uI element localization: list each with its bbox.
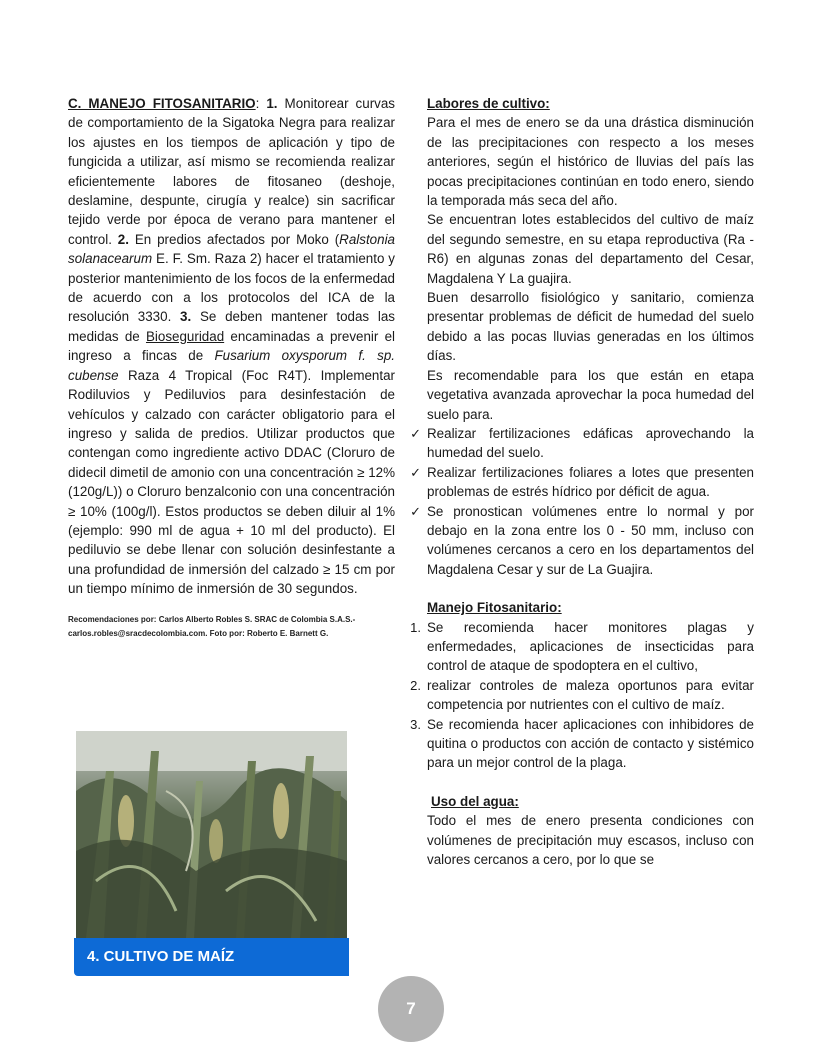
check-icon: ✓ [410, 425, 421, 441]
check-icon: ✓ [410, 464, 421, 480]
section-heading: C. MANEJO FITOSANITARIO [68, 96, 256, 111]
list-item: ✓ Se pronostican volúmenes entre lo normal y por debajo en la zona entre los 0 - 50 mm, incluso con volúmenes cercanos a cero en los departamentos del Magdalena Cesar y sur de La Guajira. [427, 502, 754, 580]
corn-field-photo [76, 731, 347, 938]
manejo-heading: Manejo Fitosanitario: [427, 600, 562, 616]
labores-paragraph-4: Es recomendable para los que están en etapa vegetativa avanzada aprovechar la poca humedad del suelo para. [427, 367, 754, 422]
list-item: 2. realizar controles de maleza oportunos para evitar competencia por nutrientes con el cultivo de maíz. [410, 677, 754, 713]
corn-field-illustration [76, 731, 347, 938]
labores-paragraph-2: Se encuentran lotes establecidos del cultivo de maíz del segundo semestre, en su etapa reproductiva (Ra - R6) en algunas zonas del departamento del Cesar, Magdalena Y La guajira. [427, 212, 754, 286]
agua-heading: Uso del agua: [431, 793, 519, 809]
photo-credit: Recomendaciones por: Carlos Alberto Robles S. SRAC de Colombia S.A.S.- carlos.robles@sracdecolombia.com. Foto por: Roberto E. Barnett G. [68, 614, 356, 638]
manejo-numbered-list [410, 618, 754, 773]
list-item: 1. Se recomienda hacer monitores plagas y enfermedades, aplicaciones de insecticidas para control de ataque de spodoptera en el cultivo, [410, 619, 754, 674]
check-icon: ✓ [410, 503, 421, 519]
page-number: 7 [378, 976, 444, 1042]
left-column [68, 94, 395, 641]
list-item: ✓ Realizar fertilizaciones foliares a lotes que presenten problemas de estrés hídrico por déficit de agua. [427, 463, 754, 502]
list-item: ✓ Realizar fertilizaciones edáficas aprovechando la humedad del suelo. [427, 424, 754, 463]
section-banner: 4. CULTIVO DE MAÍZ [74, 938, 349, 976]
labores-heading: Labores de cultivo: [427, 96, 550, 111]
manejo-fitosanitario-paragraph: C. MANEJO FITOSANITARIO: 1. Monitorear curvas de comportamiento de la Sigatoka Negra para realizar los ajustes en los tiempos de aplicación y tipo de fungicida a utilizar, así mismo se recomienda realizar eficientemente labores de fitosaneo (deshoje, deslamine, despunte, cirugía y realce) sin sacrificar tejido verde por época de verano para mantener el control. 2. En predios afectados por Moko (Ralstonia solanacearum E. F. Sm. Raza 2) hacer el tratamiento y posterior mantenimiento de los focos de la enfermedad de acuerdo con a los protocolos del ICA de la resolución 3330. 3. Se deben mantener todas las medidas de Bioseguridad encaminadas a prevenir el ingreso a fincas de Fusarium oxysporum f. sp. cubense Raza 4 Tropical (Foc R4T). Implementar Rodiluvios y Pediluvios para desinfestación de vehículos y calzado con carácter obligatorio para el ingreso y salida de predios. Utilizar productos que contengan como ingrediente activo DDAC (Cloruro de didecil dimetil de amonio con una concentración ≥ 12% (120g/L)) o Cloruro benzalconio con una concentración ≥ 10% (100g/l). Estos productos se deben diluir al 1% (ejemplo: 990 ml de agua + 10 ml del producto). El pediluvio se debe llenar con solución desinfestante a una profundidad de inmersión del calzado ≥ 15 cm por un tiempo mínimo de inmersión de 30 segundos. [68, 96, 396, 597]
recommendation-checklist [410, 424, 754, 579]
agua-paragraph: Todo el mes de enero presenta condiciones con volúmenes de precipitación muy escasos, incluso con valores cercanos a cero, por lo que se [427, 813, 754, 868]
labores-paragraph-3: Buen desarrollo fisiológico y sanitario, comienza presentar problemas de déficit de humedad del suelo debido a las pocas lluvias generadas en los últimos días. [427, 290, 754, 364]
right-column [410, 94, 754, 869]
list-item: 3. Se recomienda hacer aplicaciones con inhibidores de quitina o productos con acción de contacto y sistémico para un mejor control de la plaga. [410, 716, 754, 771]
labores-paragraph-1: Para el mes de enero se da una drástica disminución de las precipitaciones con respecto a los meses anteriores, según el histórico de lluvias del país las pocas precipitaciones continúan en todo enero, siendo la temporada más seca del año. [427, 115, 754, 209]
